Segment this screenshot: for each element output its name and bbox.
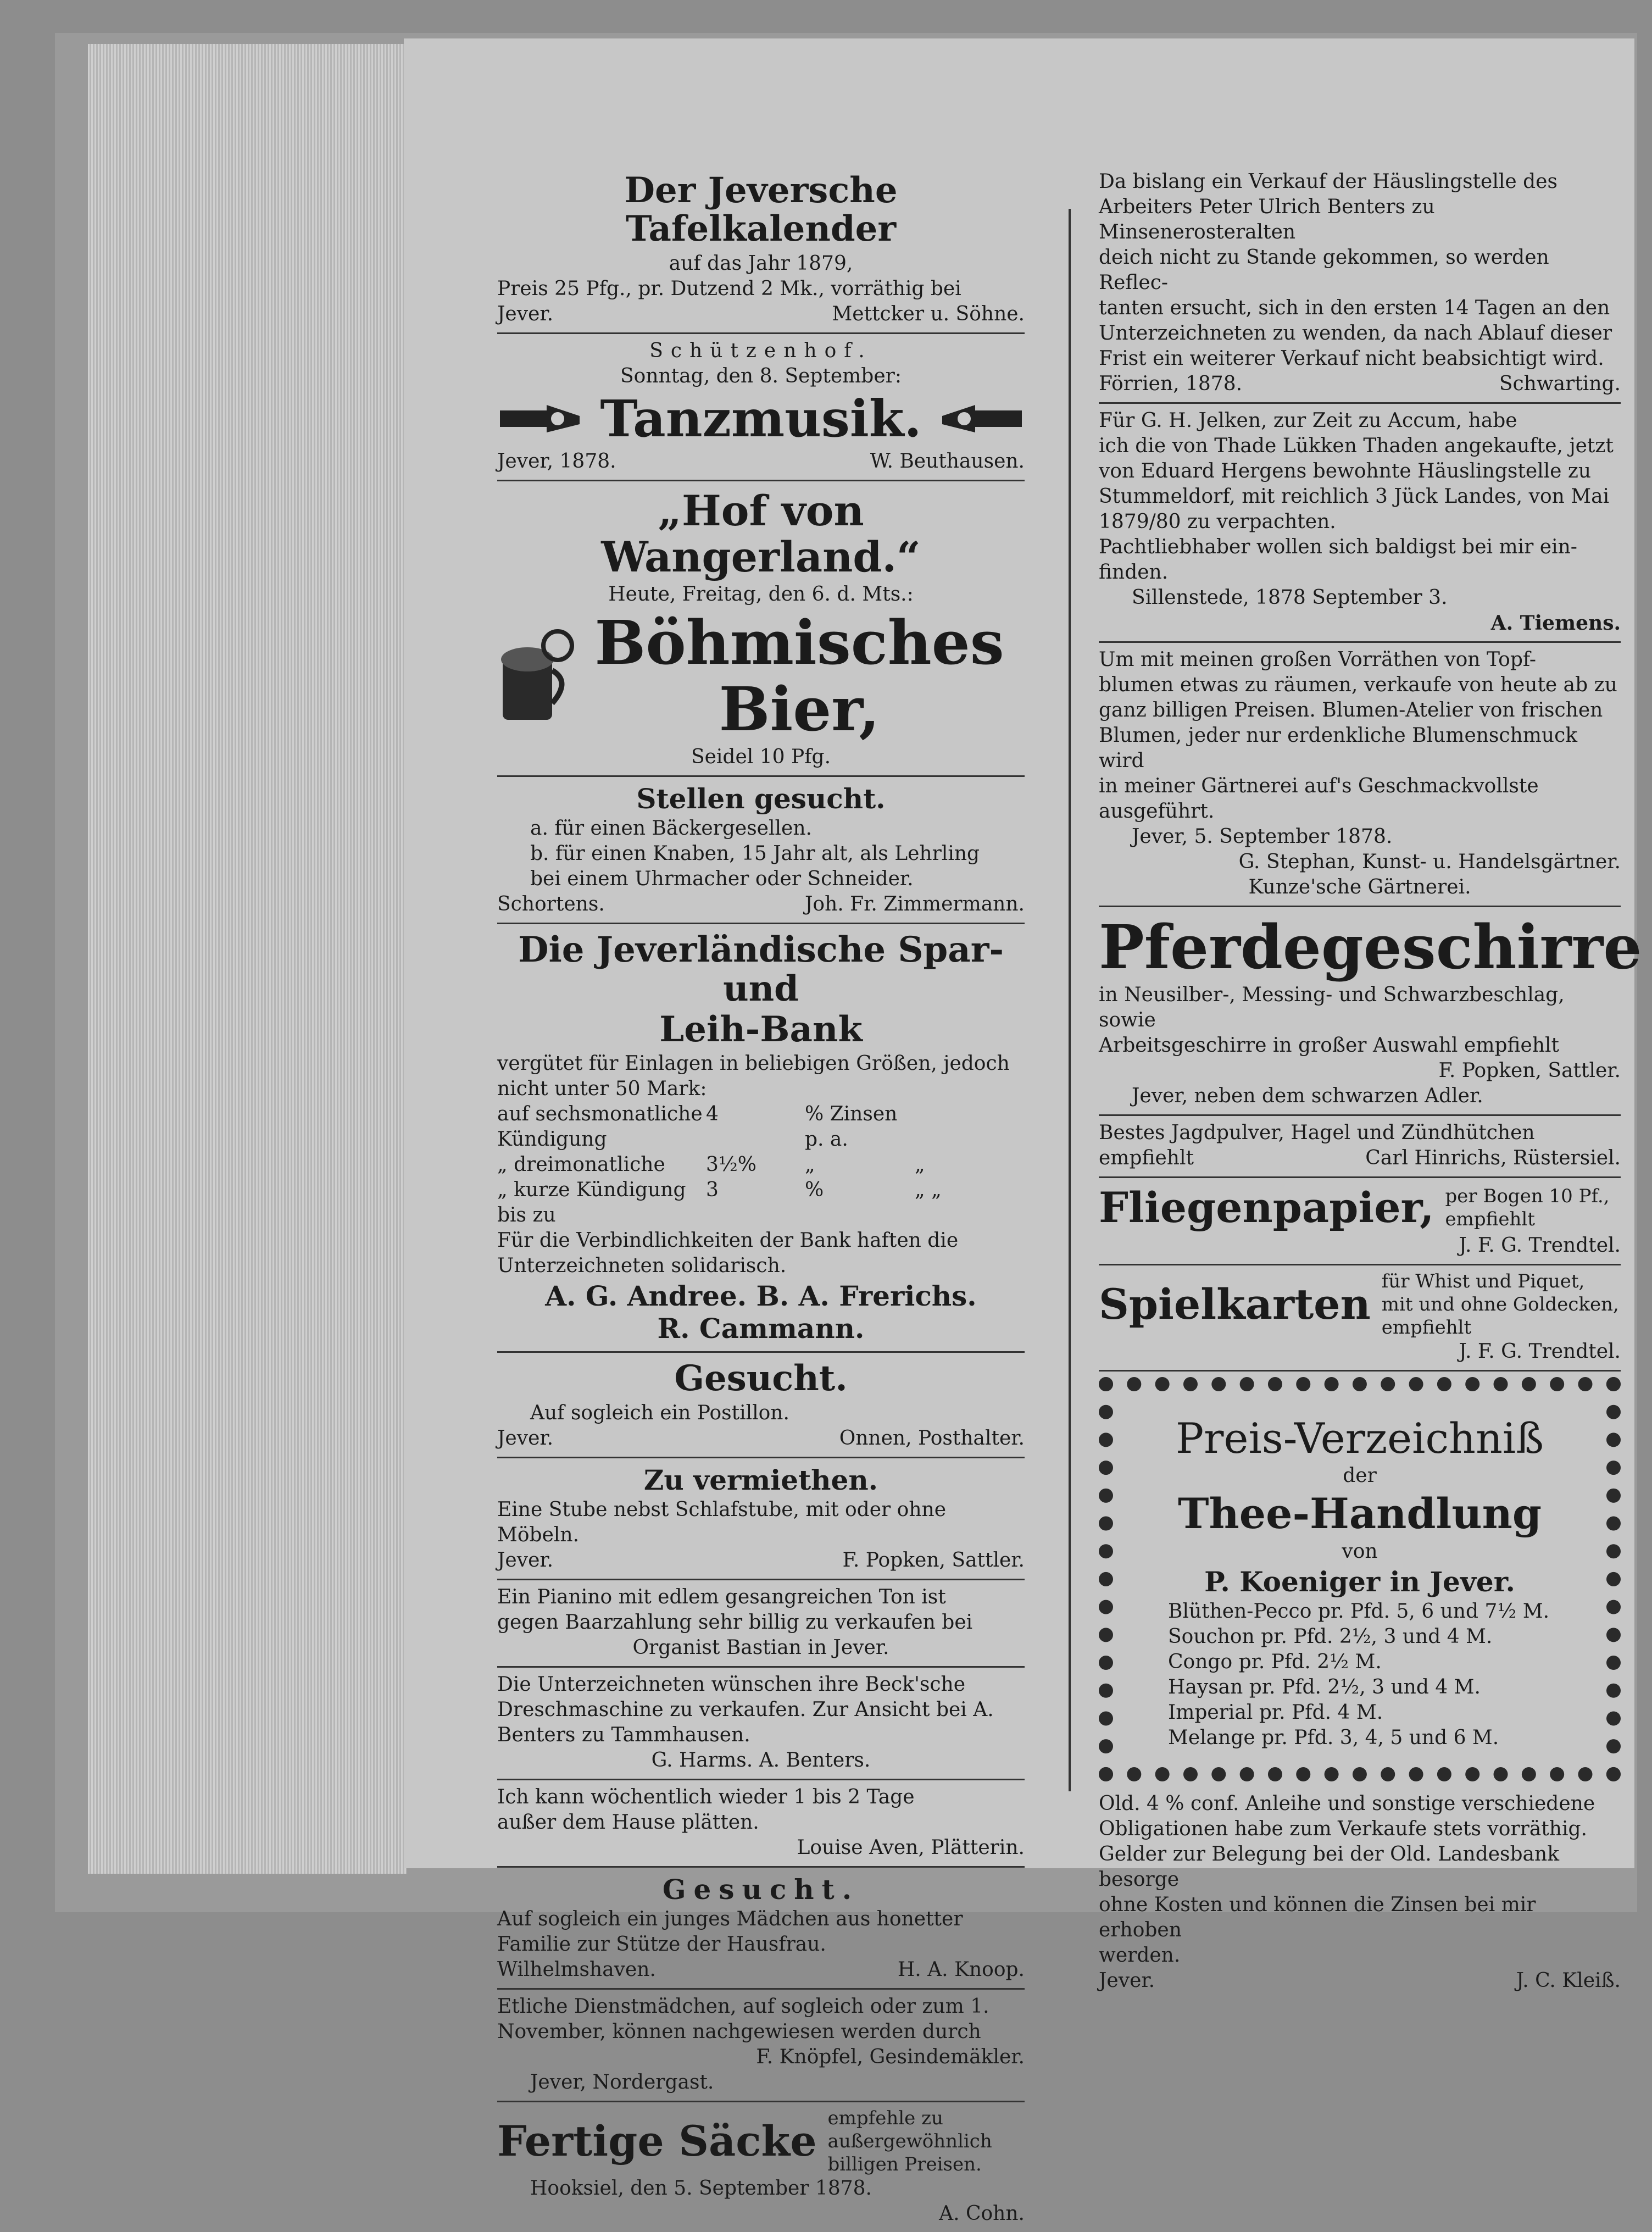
ad-footer: Jever. Mettcker u. Söhne. bbox=[497, 302, 1025, 325]
ad-line: Eine Stube nebst Schlafstube, mit oder ohne bbox=[497, 1498, 947, 1521]
ad-signature: A. G. Andree. B. A. Frerichs. bbox=[545, 1280, 977, 1313]
ad-line: Gelder zur Belegung bei der Old. Landesbank besorge bbox=[1099, 1842, 1566, 1891]
ad-blumen bbox=[1099, 643, 1621, 907]
ad-line: blumen etwas zu räumen, verkaufe von heute ab zu bbox=[1099, 674, 1617, 696]
ad-line: in meiner Gärtnerei auf's Geschmackvollste ausgeführt. bbox=[1099, 775, 1545, 823]
ad-line: Auf sogleich ein junges Mädchen aus honetter bbox=[497, 1907, 963, 1930]
ad-title: Fertige Säcke bbox=[497, 2116, 817, 2166]
ad-line: gegen Baarzahlung sehr billig zu verkaufen bei bbox=[497, 1611, 973, 1634]
rate-row: „ dreimonatliche 3½% „ „ bbox=[497, 1153, 925, 1176]
ad-title: Preis-Verzeichniß bbox=[1176, 1413, 1544, 1463]
ad-line: Auf sogleich ein Postillon. bbox=[530, 1401, 789, 1424]
ad-footer: Schortens. Joh. Fr. Zimmermann. bbox=[497, 893, 1025, 916]
ad-line: Stummeldorf, mit reichlich 3 Jück Landes, von Mai bbox=[1099, 485, 1610, 508]
ad-tanzmusik bbox=[497, 334, 1025, 481]
ad-line: Hooksiel, den 5. September 1878. bbox=[530, 2177, 872, 2200]
ad-signature: G. Harms. A. Benters. bbox=[651, 1748, 871, 1772]
ad-line: Unterzeichneten solidarisch. bbox=[497, 1254, 787, 1278]
ad-line: b. für einen Knaben, 15 Jahr alt, als Lehrling bbox=[530, 842, 980, 865]
ad-line: Blumen, jeder nur erdenkliche Blumenschmuck wird bbox=[1099, 724, 1584, 772]
ad-line: Für G. H. Jelken, zur Zeit zu Accum, habe bbox=[1099, 409, 1517, 432]
ad-line: Die Unterzeichneten wünschen ihre Beck'sche bbox=[497, 1673, 966, 1696]
price-item: Imperial pr. Pfd. 4 M. bbox=[1168, 1701, 1383, 1724]
ad-side-text: für Whist und Piquet, mit und ohne Goldecken, empfiehlt bbox=[1381, 1270, 1619, 1339]
ad-line: Jever, Nordergast. bbox=[530, 2070, 714, 2094]
fliegen-row bbox=[1099, 1182, 1621, 1233]
ad-footer: Wilhelmshaven. H. A. Knoop. bbox=[497, 1958, 1025, 1981]
pointing-hand-icon bbox=[937, 399, 1025, 438]
ad-saecke bbox=[497, 2102, 1025, 2232]
ad-dreschmaschine bbox=[497, 1668, 1025, 1780]
ad-footer: Förrien, 1878. Schwarting. bbox=[1099, 373, 1621, 395]
ad-line: Obligationen habe zum Verkaufe stets vorräthig. bbox=[1099, 1817, 1587, 1840]
ad-line: bei einem Uhrmacher oder Schneider. bbox=[530, 868, 914, 891]
saecke-row bbox=[497, 2107, 1025, 2176]
ad-title: Tanzmusik. bbox=[600, 388, 922, 448]
ad-line: Schützenhof. bbox=[649, 339, 872, 362]
ad-line: Frist ein weiterer Verkauf nicht beabsichtigt wird. bbox=[1099, 347, 1604, 370]
ad-product: Böhmisches Bier, bbox=[594, 607, 1004, 745]
right-column bbox=[1099, 165, 1642, 1999]
ad-signature: F. Popken, Sattler. bbox=[1438, 1059, 1621, 1082]
ad-footer: Jever. Onnen, Posthalter. bbox=[497, 1426, 1025, 1450]
ad-obligationen bbox=[1099, 1787, 1621, 1999]
bier-row bbox=[497, 607, 1025, 745]
price-item: Congo pr. Pfd. 2½ M. bbox=[1168, 1650, 1382, 1673]
ad-thee-handlung bbox=[1099, 1377, 1621, 1781]
ad-title: „Hof von Wangerland.“ bbox=[601, 486, 921, 581]
ad-line: a. für einen Bäckergesellen. bbox=[530, 817, 812, 840]
page-edges bbox=[88, 44, 407, 1874]
ad-line: tanten ersucht, sich in den ersten 14 Tagen an den bbox=[1099, 297, 1610, 319]
ad-line: Bestes Jagdpulver, Hagel und Zündhütchen bbox=[1099, 1121, 1535, 1144]
ad-vermiethen bbox=[497, 1458, 1025, 1580]
column-divider bbox=[1069, 209, 1071, 1791]
spiel-row bbox=[1099, 1270, 1621, 1339]
ad-line: ich die von Thade Lükken Thaden angekaufte, jetzt bbox=[1099, 435, 1614, 457]
ad-pferdegeschirre bbox=[1099, 907, 1642, 1116]
ad-signature: Louise Aven, Plätterin. bbox=[797, 1836, 1025, 1859]
ad-line: nicht unter 50 Mark: bbox=[497, 1078, 707, 1101]
ad-signature: J. F. G. Trendtel. bbox=[1459, 1234, 1621, 1257]
ad-stellen bbox=[497, 777, 1025, 924]
ad-line: Benters zu Tammhausen. bbox=[497, 1723, 750, 1746]
ad-signature: F. Knöpfel, Gesindemäkler. bbox=[756, 2045, 1025, 2068]
ad-fliegenpapier bbox=[1099, 1178, 1621, 1265]
ad-jagdpulver bbox=[1099, 1116, 1621, 1178]
ad-line: Etliche Dienstmädchen, auf sogleich oder zum 1. bbox=[497, 1995, 989, 2018]
ad-side-text: empfehle zu außergewöhnlich billigen Preisen. bbox=[827, 2107, 992, 2175]
ad-title: Thee-Handlung bbox=[1177, 1489, 1542, 1539]
ad-line: Dreschmaschine zu verkaufen. Zur Ansicht bei A. bbox=[497, 1698, 994, 1721]
ad-title: Der Jeversche Tafelkalender bbox=[624, 170, 898, 250]
ad-title: Pferdegeschirre bbox=[1099, 912, 1642, 982]
ad-footer: Jever, 1878. W. Beuthausen. bbox=[497, 449, 1025, 473]
ad-bank bbox=[497, 924, 1025, 1353]
ad-line: auf das Jahr 1879, bbox=[669, 252, 853, 275]
price-item: Souchon pr. Pfd. 2½, 3 und 4 M. bbox=[1168, 1625, 1493, 1648]
ad-signature: R. Cammann. bbox=[657, 1312, 865, 1345]
ad-title: Gesucht. bbox=[674, 1358, 848, 1400]
ad-line: von bbox=[1342, 1540, 1378, 1563]
ad-line: von Eduard Hergens bewohnte Häuslingstelle zu bbox=[1099, 460, 1592, 482]
ad-tafelkalender bbox=[497, 165, 1025, 334]
ad-line: Familie zur Stütze der Hausfrau. bbox=[497, 1933, 826, 1956]
ad-side-text: per Bogen 10 Pf., empfiehlt bbox=[1445, 1185, 1610, 1230]
ad-hof-wangerland bbox=[497, 481, 1025, 777]
ad-line: Heute, Freitag, den 6. d. Mts.: bbox=[608, 583, 914, 606]
ad-signature: J. F. G. Trendtel. bbox=[1459, 1340, 1621, 1363]
ad-line: November, können nachgewiesen werden durch bbox=[497, 2020, 981, 2043]
ad-line: finden. bbox=[1099, 561, 1169, 584]
ad-line: ganz billigen Preisen. Blumen-Atelier von frischen bbox=[1099, 699, 1603, 721]
ad-plaetten bbox=[497, 1780, 1025, 1868]
ad-line: Seidel 10 Pfg. bbox=[691, 746, 831, 769]
price-item: Blüthen-Pecco pr. Pfd. 5, 6 und 7½ M. bbox=[1168, 1600, 1550, 1623]
ad-line: Da bislang ein Verkauf der Häuslingstelle des bbox=[1099, 170, 1558, 193]
ad-title: Gesucht. bbox=[662, 1873, 860, 1906]
rate-row: „ kurze Kündigung bis zu 3 % „ „ bbox=[497, 1179, 942, 1227]
ad-line: Jever, neben dem schwarzen Adler. bbox=[1132, 1085, 1483, 1107]
ad-line: Preis 25 Pfg., pr. Dutzend 2 Mk., vorräthig bei bbox=[497, 277, 961, 300]
ad-line: werden. bbox=[1099, 1944, 1181, 1967]
ad-line: Um mit meinen großen Vorräthen von Topf- bbox=[1099, 648, 1537, 671]
ad-signature: A. Cohn. bbox=[939, 2202, 1025, 2225]
ad-signature: A. Tiemens. bbox=[1490, 612, 1621, 635]
ad-line: Pachtliebhaber wollen sich baldigst bei mir ein- bbox=[1099, 536, 1577, 558]
ad-line: Sillenstede, 1878 September 3. bbox=[1132, 586, 1448, 609]
ad-jelken bbox=[1099, 404, 1621, 643]
ad-line: Ein Pianino mit edlem gesangreichen Ton ist bbox=[497, 1585, 946, 1608]
ad-line: Organist Bastian in Jever. bbox=[632, 1636, 889, 1659]
ad-title: Die Jeverländische Spar- und bbox=[518, 929, 1004, 1009]
ad-line: Arbeiters Peter Ulrich Benters zu Minsenerosteralten bbox=[1099, 196, 1442, 243]
ad-line: Ich kann wöchentlich wieder 1 bis 2 Tage bbox=[497, 1785, 915, 1808]
ad-title: Stellen gesucht. bbox=[636, 782, 886, 815]
ad-pianino bbox=[497, 1580, 1025, 1668]
ad-haeuslingstelle bbox=[1099, 165, 1621, 404]
ad-line: Für die Verbindlichkeiten der Bank haften die bbox=[497, 1229, 959, 1252]
ad-title: Leih-Bank bbox=[659, 1008, 863, 1050]
ad-line: 1879/80 zu verpachten. bbox=[1099, 510, 1336, 533]
ad-line: vergütet für Einlagen in beliebigen Größen, jedoch bbox=[497, 1052, 1010, 1075]
ad-title: Zu vermiethen. bbox=[643, 1463, 878, 1496]
ad-line: deich nicht zu Stande gekommen, so werden Reflec- bbox=[1099, 246, 1556, 294]
ad-footer: Jever. J. C. Kleiß. bbox=[1099, 1969, 1621, 1992]
ad-line: außer dem Hause plätten. bbox=[497, 1811, 759, 1834]
ad-signature: Kunze'sche Gärtnerei. bbox=[1248, 876, 1471, 898]
ad-subtitle: P. Koeniger in Jever. bbox=[1204, 1565, 1515, 1598]
ad-title: Fliegenpapier, bbox=[1099, 1183, 1434, 1232]
ad-title: Spielkarten bbox=[1099, 1279, 1371, 1329]
ad-gesucht-postillon bbox=[497, 1353, 1025, 1458]
ad-line: Sonntag, den 8. September: bbox=[620, 364, 902, 387]
ad-line: Jever, 5. September 1878. bbox=[1132, 825, 1393, 848]
price-item: Melange pr. Pfd. 3, 4, 5 und 6 M. bbox=[1168, 1726, 1499, 1749]
pointing-hand-icon bbox=[497, 399, 585, 438]
beer-mug-icon bbox=[497, 626, 574, 725]
ad-line: Arbeitsgeschirre in großer Auswahl empfiehlt bbox=[1099, 1034, 1559, 1057]
rate-row: auf sechsmonatliche Kündigung 4 % Zinsen p. a. bbox=[497, 1103, 898, 1151]
ad-footer: Jever. F. Popken, Sattler. bbox=[497, 1548, 1025, 1572]
ad-line: Unterzeichneten zu wenden, da nach Ablauf dieser bbox=[1099, 322, 1612, 345]
ad-spielkarten bbox=[1099, 1265, 1621, 1372]
ad-dienstmaedchen bbox=[497, 1990, 1025, 2102]
ad-signature: G. Stephan, Kunst- u. Handelsgärtner. bbox=[1238, 851, 1621, 873]
left-column bbox=[497, 165, 1025, 2232]
ad-line: Old. 4 % conf. Anleihe und sonstige verschiedene bbox=[1099, 1792, 1595, 1815]
ad-line: der bbox=[1343, 1464, 1377, 1487]
ad-line: Möbeln. bbox=[497, 1523, 580, 1546]
ad-line: in Neusilber-, Messing- und Schwarzbeschlag, sowie bbox=[1099, 984, 1571, 1031]
price-item: Haysan pr. Pfd. 2½, 3 und 4 M. bbox=[1168, 1675, 1481, 1698]
ad-gesucht-maedchen bbox=[497, 1868, 1025, 1990]
ad-footer: empfiehlt Carl Hinrichs, Rüstersiel. bbox=[1099, 1147, 1621, 1169]
tanz-title-row bbox=[497, 389, 1025, 449]
ad-line: ohne Kosten und können die Zinsen bei mir erhoben bbox=[1099, 1893, 1542, 1941]
